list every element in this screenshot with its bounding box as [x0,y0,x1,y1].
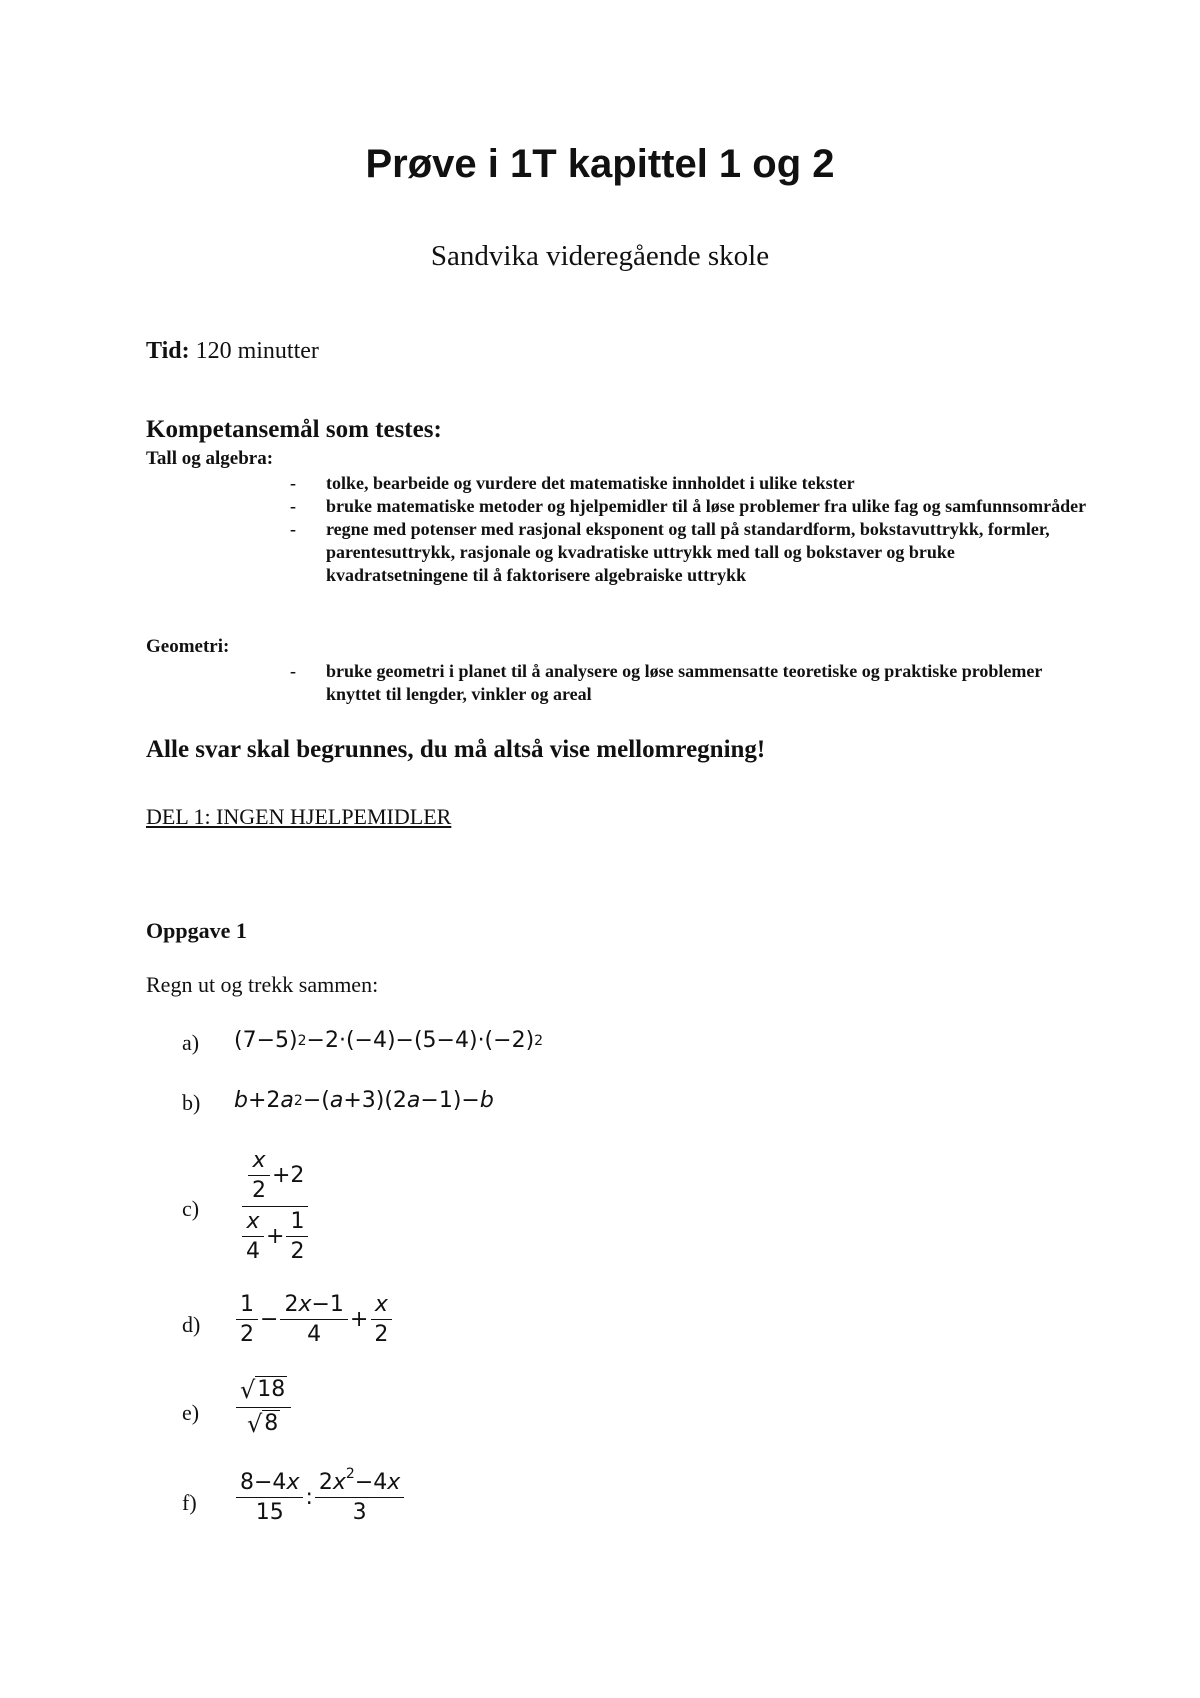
expression-b: b +2 a 2 −( a +3)(2 a −1)− b [234,1088,494,1113]
subtask-label-c: c) [182,1196,200,1221]
list-item: - bruke matematiske metoder og hjelpemidler til å løse problemer fra ulike fag og samfunnsområder [290,496,1087,516]
page-title: Prøve i 1T kapittel 1 og 2 [365,142,835,186]
expression-c: $\frac{x}{2}$ +2 $\frac{x}{4}$ + $\frac{1}{2}$ [234,1148,316,1264]
geometri-heading: Geometri: [146,636,230,657]
expression-d: $\frac{1}{2}$ − $\frac{2x-1}{4}$ + $\frac{x}{2}$ [234,1292,394,1348]
subtask-label-a: a) [182,1030,200,1055]
time-value: 120 minutter [195,338,319,364]
time-label: Tid: [146,338,190,364]
task-1-prompt: Regn ut og trekk sammen: [146,972,379,997]
tall-algebra-list [290,472,1090,587]
time-info [146,338,319,365]
instruction-show-work: Alle svar skal begrunnes, du må altså vise mellomregning! [146,736,766,763]
expression-a: (7−5) 2 −2·(−4)−(5−4)·(−2) 2 [234,1028,544,1053]
list-item: - regne med potenser med rasjonal eksponent og tall på standardform, bokstavuttrykk, formler, parentesuttrykk, rasjonale og kvadratiske uttrykk med tall og bokstaver og bruke kvadratsetningene til å faktorisere algebraiske uttrykk [290,519,1050,585]
part-1-heading: DEL 1: INGEN HJELPEMIDLER [146,804,452,829]
school-name: Sandvika videregående skole [430,240,770,272]
expression-f: $\frac{8-4x}{15}$ : $\frac{2x^2-4x}{3}$ [234,1470,406,1526]
list-item: - tolke, bearbeide og vurdere det matematiske innholdet i ulike tekster [290,473,855,493]
task-1-title: Oppgave 1 [146,918,247,943]
list-item: - bruke geometri i planet til å analysere og løse sammensatte teoretiske og praktiske problemer knyttet til lengder, vinkler og areal [290,661,1043,704]
subtask-label-f: f) [182,1490,197,1515]
subtask-label-d: d) [182,1312,201,1337]
geometri-list [290,660,1090,706]
competence-heading: Kompetansemål som testes: [146,416,442,443]
expression-e: √ 18 √ 8 [234,1376,293,1438]
subtask-label-b: b) [182,1090,201,1115]
tall-algebra-heading: Tall og algebra: [146,448,274,469]
subtask-label-e: e) [182,1400,200,1425]
